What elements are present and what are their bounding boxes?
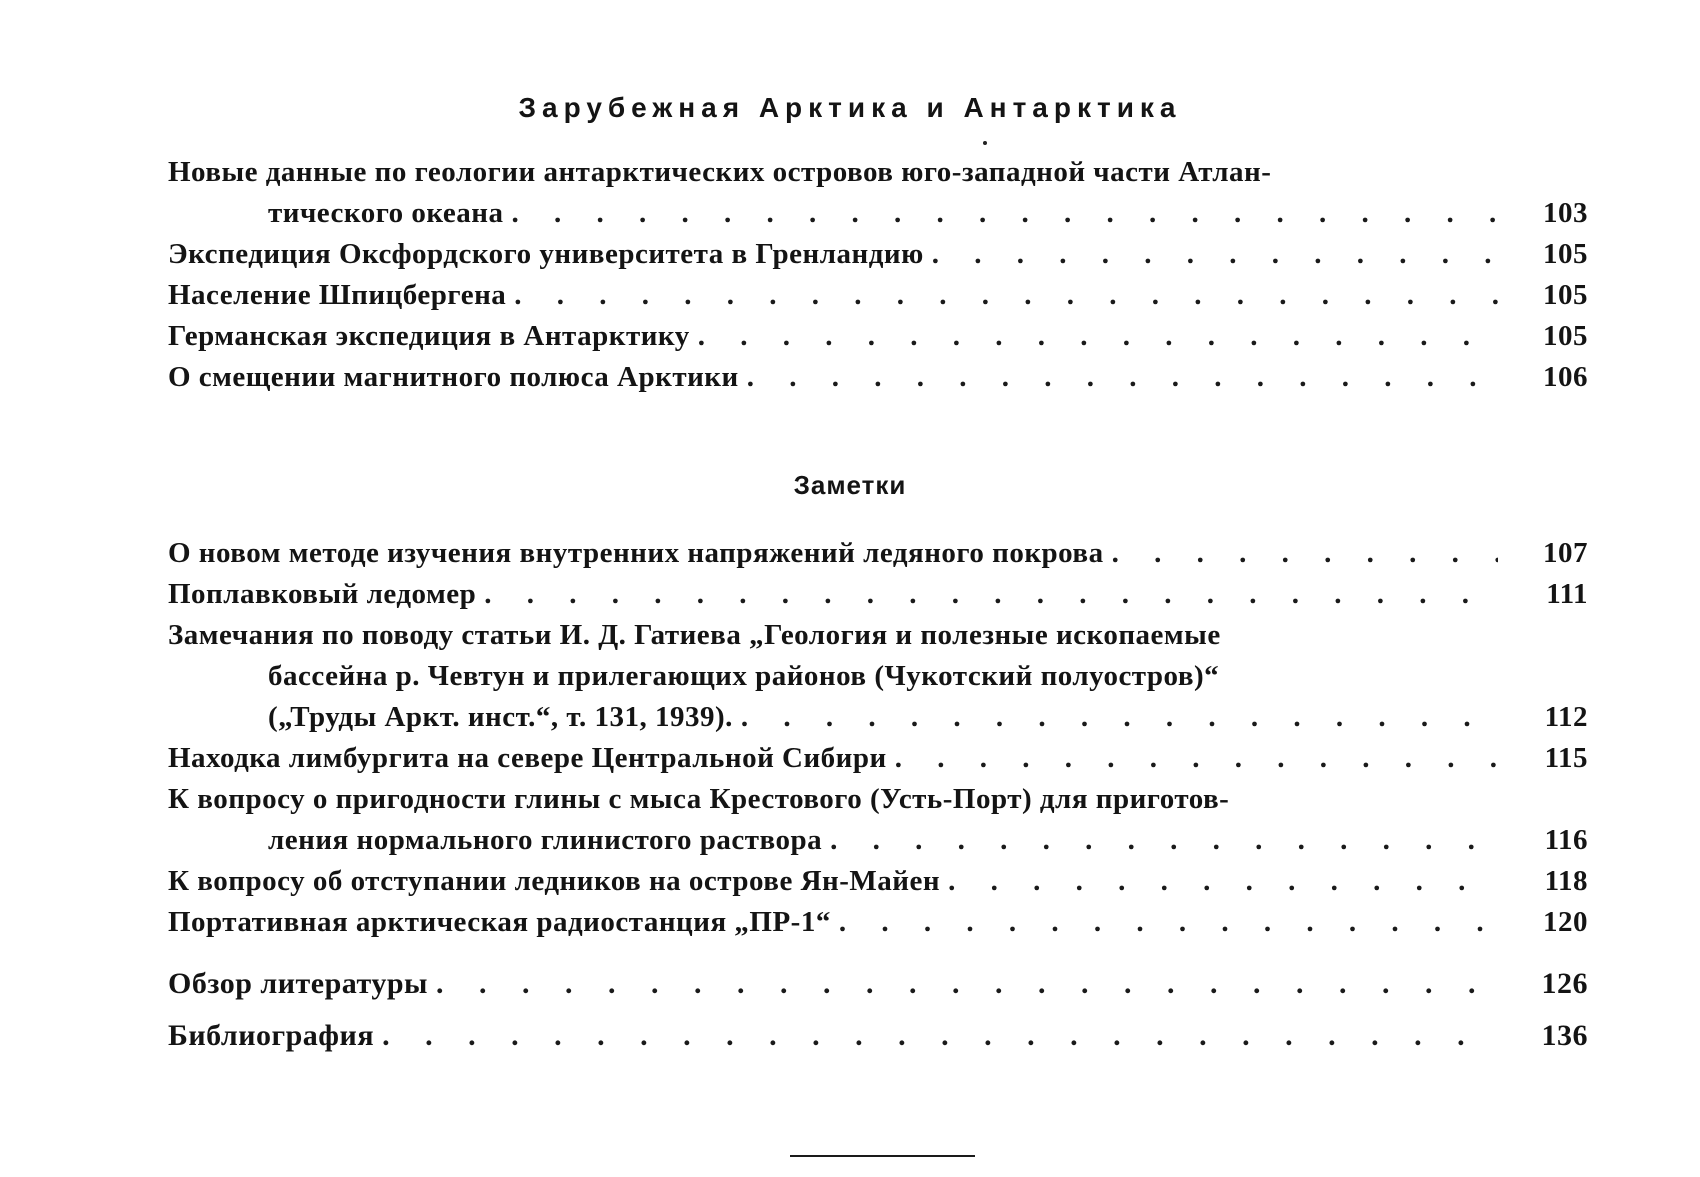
page-number: 118 [1544,865,1588,897]
toc-entry [168,152,1588,234]
dot-leader [476,574,1498,615]
section-title-notes: Заметки [793,470,907,500]
toc-entry-text: Поплавковый ледомер [168,578,477,610]
toc-entry [168,738,1588,779]
toc-entry-text: бассейна р. Чевтун и прилегающих районов (Чукотский полуостров)“ [268,660,1220,692]
toc-entry [168,275,1588,316]
toc-entry [168,533,1588,574]
toc-entry-bibliography [168,1010,1588,1062]
toc-entry-text: („Труды Аркт. инст.“, т. 131, 1939). [268,701,733,733]
toc-entry-text: Германская экспедиция в Антарктику [168,320,690,352]
toc-entry [168,615,1588,738]
print-speck [983,141,987,145]
toc-entry-text: Замечания по поводу статьи И. Д. Гатиева „Геология и полезные ископаемые [168,619,1221,651]
dot-leader [1104,533,1498,574]
toc-entry-text: Новые данные по геологии антарктических островов юго-западной части Атлан- [168,156,1272,188]
toc-entry [168,316,1588,357]
contents-list-back-matter [168,958,1588,1062]
dot-leader [733,697,1498,738]
dot-leader [822,820,1498,861]
page-number: 105 [1543,238,1588,270]
page-number: 103 [1543,197,1588,229]
toc-entry [168,357,1588,398]
section-title-foreign-arctic: Зарубежная Арктика и Антарктика [518,92,1182,123]
page-number: 105 [1543,320,1588,352]
toc-entry-text: тического океана [268,197,504,229]
toc-entry-text: О новом методе изучения внутренних напряжений ледяного покрова [168,537,1104,569]
toc-entry-text: Находка лимбургита на севере Центральной Сибири [168,742,887,774]
toc-entry-text: ления нормального глинистого раствора [268,824,823,856]
dot-leader [831,902,1498,943]
dot-leader [924,234,1498,275]
page-number: 116 [1544,824,1588,856]
toc-entry-text: О смещении магнитного полюса Арктики [168,361,739,393]
page-number: 120 [1543,906,1588,938]
contents-list-foreign-arctic [168,152,1588,398]
page-number: 107 [1543,537,1588,569]
toc-entry [168,861,1588,902]
page-number: 112 [1544,701,1588,733]
dot-leader [690,316,1498,357]
toc-entry [168,234,1588,275]
dot-leader [428,958,1498,1010]
page-number: 115 [1544,742,1588,774]
dot-leader [374,1010,1498,1062]
dot-leader [506,275,1498,316]
contents-list-notes [168,533,1588,943]
toc-entry-text: Экспедиция Оксфордского университета в Гренландию [168,238,924,270]
page-number: 106 [1543,361,1588,393]
toc-entry-text: К вопросу о пригодности глины с мыса Крестового (Усть-Порт) для приготов- [168,783,1230,815]
end-rule [790,1155,975,1157]
page-number: 126 [1541,967,1588,1000]
toc-entry [168,574,1588,615]
toc-entry [168,902,1588,943]
toc-entry-text: Портативная арктическая радиостанция „ПР-1“ [168,906,831,938]
toc-entry [168,779,1588,861]
dot-leader [739,357,1498,398]
page-number: 136 [1541,1019,1588,1052]
dot-leader [504,193,1499,234]
toc-entry-text: Население Шпицбергена [168,279,507,311]
dot-leader [887,738,1498,779]
toc-entry-text: К вопросу об отступании ледников на острове Ян-Майен [168,865,941,897]
page-number: 111 [1546,578,1588,610]
page-number: 105 [1543,279,1588,311]
toc-entry-text: Библиография [168,1019,375,1052]
toc-entry-text: Обзор литературы [168,967,428,1000]
dot-leader [940,861,1498,902]
toc-entry-literature-review [168,958,1588,1010]
